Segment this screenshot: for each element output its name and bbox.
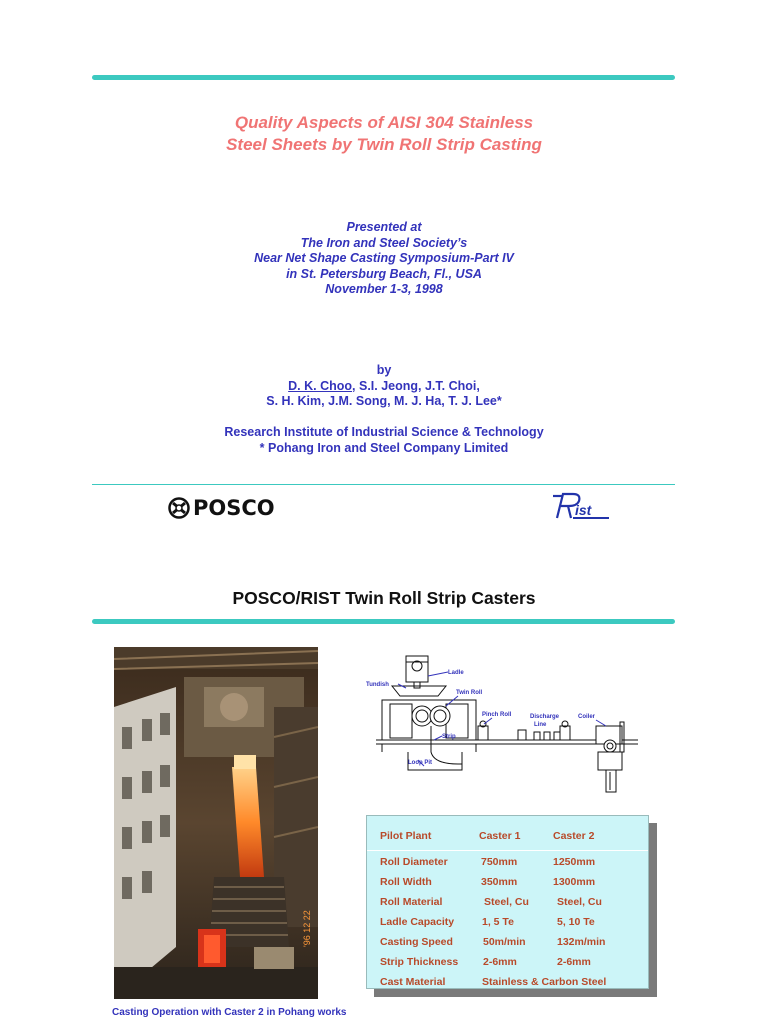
casting-photo — [114, 647, 318, 999]
posco-logo-text: POSCO — [193, 496, 275, 520]
label-pinch-roll: Pinch Roll — [482, 712, 512, 718]
row-caster-1: 2-6mm — [483, 956, 517, 968]
institutions-block — [0, 425, 768, 456]
row-label: Roll Width — [380, 876, 432, 888]
spec-table — [366, 815, 649, 989]
authors-line-1 — [0, 379, 768, 395]
row-label: Casting Speed — [380, 936, 453, 948]
label-discharge-line-2: Line — [534, 722, 547, 728]
caster-schematic-diagram — [362, 652, 646, 794]
by-label: by — [376, 363, 392, 377]
row-caster-2: 5, 10 Te — [557, 916, 595, 928]
presented-block — [0, 220, 768, 298]
label-loop-pit: Loop Pit — [408, 760, 432, 766]
title-line-2: Steel Sheets by Twin Roll Strip Casting — [226, 135, 542, 154]
row-caster-2: 1300mm — [553, 876, 596, 888]
label-coiler: Coiler — [578, 714, 596, 720]
authors-block — [0, 363, 768, 410]
label-ladle: Ladle — [448, 670, 464, 676]
header-caster-2: Caster 2 — [553, 830, 595, 842]
photo-caption: Casting Operation with Caster 2 in Pohang works — [112, 1007, 347, 1018]
row-label: Ladle Capacity — [380, 916, 455, 928]
row-caster-1: 750mm — [481, 856, 518, 868]
section-rule — [92, 619, 675, 624]
presented-line-1: Presented at — [346, 220, 422, 234]
middle-rule — [92, 484, 675, 485]
row-caster-2: 2-6mm — [557, 956, 591, 968]
title-line-1: Quality Aspects of AISI 304 Stainless — [234, 113, 534, 132]
row-label: Roll Material — [380, 896, 443, 908]
presented-line-3: Near Net Shape Casting Symposium-Part IV — [254, 251, 514, 265]
posco-emblem-icon — [168, 497, 190, 519]
row-caster-1: 50m/min — [483, 936, 526, 948]
header-caster-1: Caster 1 — [479, 830, 521, 842]
institution-line-1: Research Institute of Industrial Science & Technology — [224, 425, 544, 439]
rist-logo — [551, 490, 613, 522]
lead-author: D. K. Choo — [288, 378, 353, 393]
row-caster-2: 1250mm — [553, 856, 596, 868]
label-tundish: Tundish — [366, 682, 389, 688]
label-strip: Strip — [442, 734, 456, 740]
presented-line-2: The Iron and Steel Society’s — [300, 235, 468, 250]
row-caster-1: 350mm — [481, 876, 518, 888]
label-twin-roll: Twin Roll — [456, 690, 483, 696]
svg-text:ist: ist — [575, 502, 592, 518]
row-cast-material: Stainless & Carbon Steel — [482, 976, 607, 988]
authors-line-1-rest: , S.I. Jeong, J.T. Choi, — [352, 378, 480, 393]
spec-table-divider — [367, 850, 648, 851]
header-pilot-plant: Pilot Plant — [380, 830, 432, 842]
authors-line-2: S. H. Kim, J.M. Song, M. J. Ha, T. J. Lee* — [266, 394, 502, 408]
row-label: Roll Diameter — [380, 856, 448, 868]
presented-line-5: November 1-3, 1998 — [325, 282, 443, 296]
row-caster-1: Steel, Cu — [484, 896, 529, 908]
document-title — [0, 112, 768, 156]
photo-date-stamp: '96 12 22 — [302, 910, 312, 947]
posco-logo — [168, 495, 275, 521]
top-rule — [92, 75, 675, 80]
row-label: Cast Material — [380, 976, 446, 988]
label-discharge-line-1: Discharge — [530, 714, 560, 720]
row-label: Strip Thickness — [380, 956, 459, 968]
row-caster-2: Steel, Cu — [557, 896, 602, 908]
presented-line-4: in St. Petersburg Beach, Fl., USA — [286, 266, 482, 281]
row-caster-1: 1, 5 Te — [482, 916, 514, 928]
institution-line-2: * Pohang Iron and Steel Company Limited — [259, 440, 509, 455]
row-caster-2: 132m/min — [557, 936, 606, 948]
section-title: POSCO/RIST Twin Roll Strip Casters — [232, 588, 536, 608]
